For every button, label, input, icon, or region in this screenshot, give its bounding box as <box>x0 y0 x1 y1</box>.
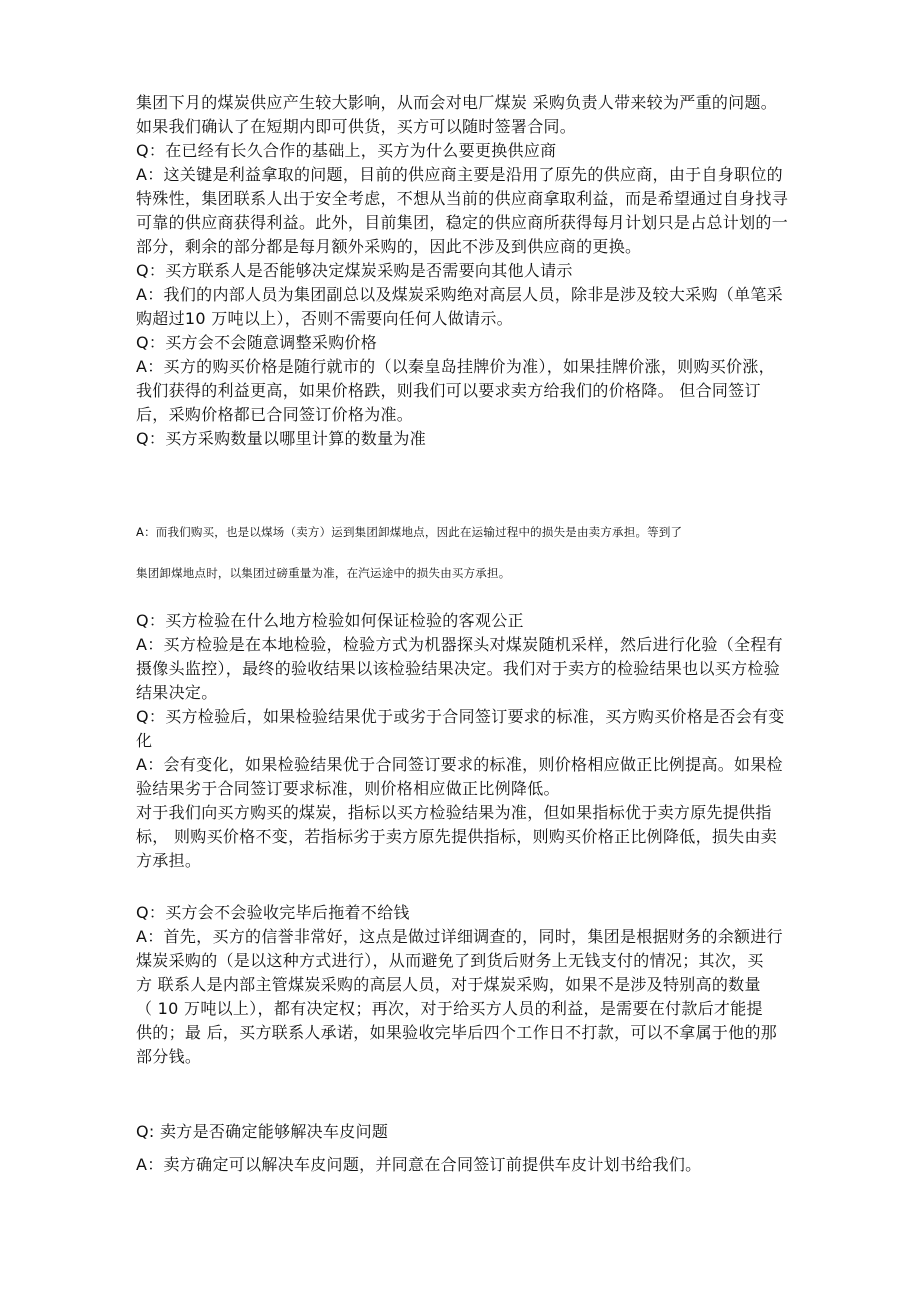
text-line: 购超过10 万吨以上），否则不需要向任何人做请示。 <box>136 309 513 328</box>
text-line: 部分，剩余的部分都是每月额外采购的，因此不涉及到供应商的更换。 <box>136 237 642 256</box>
text-line: 结果决定。 <box>136 683 218 702</box>
question-line: Q：买方会不会验收完毕后拖着不给钱 <box>136 903 410 922</box>
text-line: 集团下月的煤炭供应产生较大影响，从而会对电厂煤炭 采购负责人带来较为严重的问题。 <box>136 93 778 112</box>
question-line: Q：在已经有长久合作的基础上，买方为什么要更换供应商 <box>136 141 557 160</box>
answer-line: A：买方检验是在本地检验，检验方式为机器探头对煤炭随机采样，然后进行化验（全程有 <box>136 635 783 654</box>
answer-line: A：这关键是利益拿取的问题，目前的供应商主要是沿用了原先的供应商，由于自身职位的 <box>136 165 783 184</box>
text-line: 特殊性，集团联系人出于安全考虑，不想从当前的供应商拿取利益，而是希望通过自身找寻 <box>136 189 789 208</box>
question-line: Q：买方检验后，如果检验结果优于或劣于合同签订要求的标准，买方购买价格是否会有变 <box>136 707 785 726</box>
answer-line: A：首先，买方的信誉非常好，这点是做过详细调查的，同时，集团是根据财务的余额进行 <box>136 927 783 946</box>
text-line: 如果我们确认了在短期内即可供货，买方可以随时签署合同。 <box>136 117 577 136</box>
text-line: （ 10 万吨以上），都有决定权；再次，对于给买方人员的利益，是需要在付款后才能提 <box>136 999 763 1018</box>
text-line: 摄像头监控），最终的验收结果以该检验结果决定。我们对于卖方的检验结果也以买方检验 <box>136 659 781 678</box>
text-line: 化 <box>136 731 153 750</box>
text-line-small: 集团卸煤地点时，以集团过磅重量为准，在汽运途中的损失由买方承担。 <box>136 566 511 580</box>
question-line: Q：买方会不会随意调整采购价格 <box>136 333 378 352</box>
text-line: 部分钱。 <box>136 1047 202 1066</box>
text-line: 我们获得的利益更高，如果价格跌，则我们可以要求卖方给我们的价格降。 但合同签订 <box>136 381 761 400</box>
question-line: Q：买方采购数量以哪里计算的数量为准 <box>136 429 426 448</box>
text-line: 煤炭采购的（是以这种方式进行），从而避免了到货后财务上无钱支付的情况；其次，买 <box>136 951 764 970</box>
answer-line-small: A：而我们购买，也是以煤场（卖方）运到集团卸煤地点，因此在运输过程中的损失是由卖方承担。等到了 <box>136 525 683 539</box>
answer-line: A：买方的购买价格是随行就市的（以秦皇岛挂牌价为准），如果挂牌价涨，则购买价涨， <box>136 357 775 376</box>
text-line: 对于我们向买方购买的煤炭，指标以买方检验结果为准，但如果指标优于卖方原先提供指 <box>136 803 772 822</box>
question-line: Q: 卖方是否确定能够解决车皮问题 <box>136 1122 389 1141</box>
text-line: 供的；最 后，买方联系人承诺，如果验收完毕后四个工作日不打款，可以不拿属于他的那 <box>136 1023 778 1042</box>
answer-line: A：我们的内部人员为集团副总以及煤炭采购绝对高层人员，除非是涉及较大采购（单笔采 <box>136 285 783 304</box>
text-line: 后，采购价格都已合同签订价格为准。 <box>136 405 414 424</box>
question-line: Q：买方检验在什么地方检验如何保证检验的客观公正 <box>136 611 524 630</box>
text-line: 可靠的供应商获得利益。此外，目前集团，稳定的供应商所获得每月计划只是占总计划的一 <box>136 213 789 232</box>
answer-line: A：卖方确定可以解决车皮问题，并同意在合同签订前提供车皮计划书给我们。 <box>136 1155 702 1174</box>
question-line: Q：买方联系人是否能够决定煤炭采购是否需要向其他人请示 <box>136 261 573 280</box>
text-line: 标， 则购买价格不变，若指标劣于卖方原先提供指标，则购买价格正比例降低，损失由卖 <box>136 827 778 846</box>
answer-line: A：会有变化，如果检验结果优于合同签订要求的标准，则价格相应做正比例提高。如果检 <box>136 755 783 774</box>
text-line: 方承担。 <box>136 851 202 870</box>
text-line: 方 联系人是内部主管煤炭采购的高层人员，对于煤炭采购，如果不是涉及特别高的数量 <box>136 975 761 994</box>
text-line: 验结果劣于合同签订要求标准，则价格相应做正比例降低。 <box>136 779 560 798</box>
